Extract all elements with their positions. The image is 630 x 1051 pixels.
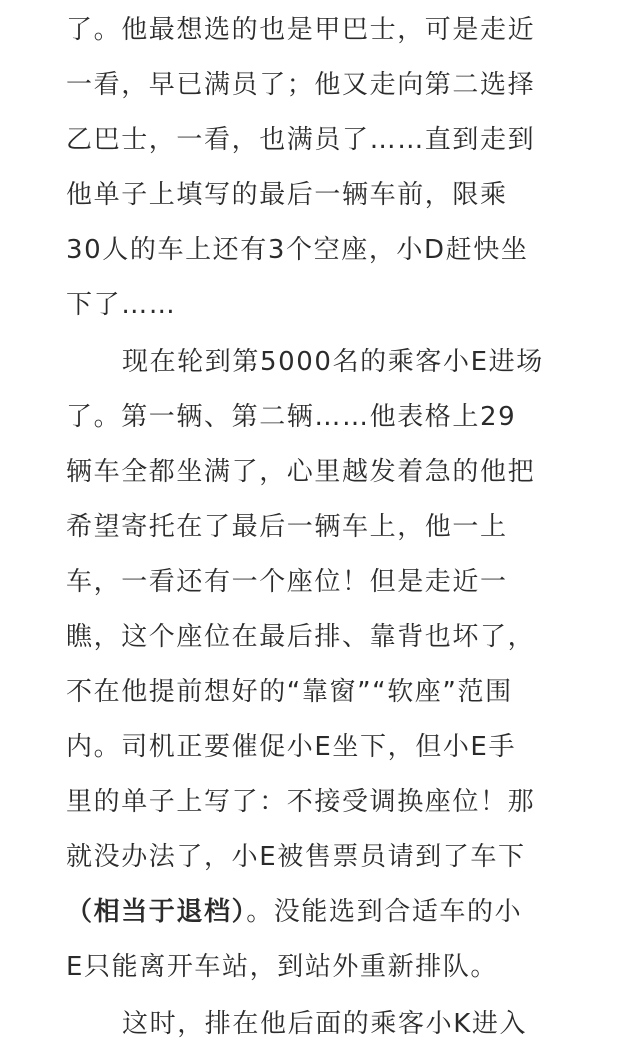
text-line: 不在他提前想好的“靠窗”“软座”范围 <box>66 677 513 707</box>
text-line: 他单子上填写的最后一辆车前，限乘 <box>66 180 508 210</box>
text-line: 就没办法了，小E被售票员请到了车下 <box>66 842 526 872</box>
text-line: 辆车全都坐满了，心里越发着急的他把 <box>66 457 536 487</box>
text-line: E只能离开车站，到站外重新排队。 <box>66 952 499 982</box>
text-line: 希望寄托在了最后一辆车上，他一上 <box>66 512 508 542</box>
text-line: 瞧，这个座位在最后排、靠背也坏了， <box>66 622 536 652</box>
text-line: 30人的车上还有3个空座，小D赶快坐 <box>66 235 529 265</box>
text-line: 下了…… <box>66 290 177 320</box>
text-line-with-bold <box>66 892 566 932</box>
text-line: 内。司机正要催促小E坐下，但小E手 <box>66 732 517 762</box>
text-line-rest: 。没能选到合适车的小 <box>246 897 523 927</box>
paragraph-start-line: 这时，排在他后面的乘客小K进入 <box>122 1009 528 1039</box>
bold-note: （相当于退档） <box>66 897 247 927</box>
text-line: 了。第一辆、第二辆……他表格上29 <box>66 402 517 432</box>
text-line: 一看，早已满员了；他又走向第二选择 <box>66 70 536 100</box>
text-line: 里的单子上写了：不接受调换座位！那 <box>66 787 536 817</box>
paragraph-start-line: 现在轮到第5000名的乘客小E进场 <box>122 347 544 377</box>
text-line: 车，一看还有一个座位！但是走近一 <box>66 567 508 597</box>
text-line: 乙巴士，一看，也满员了……直到走到 <box>66 125 536 155</box>
text-line: 了。他最想选的也是甲巴士，可是走近 <box>66 15 536 45</box>
